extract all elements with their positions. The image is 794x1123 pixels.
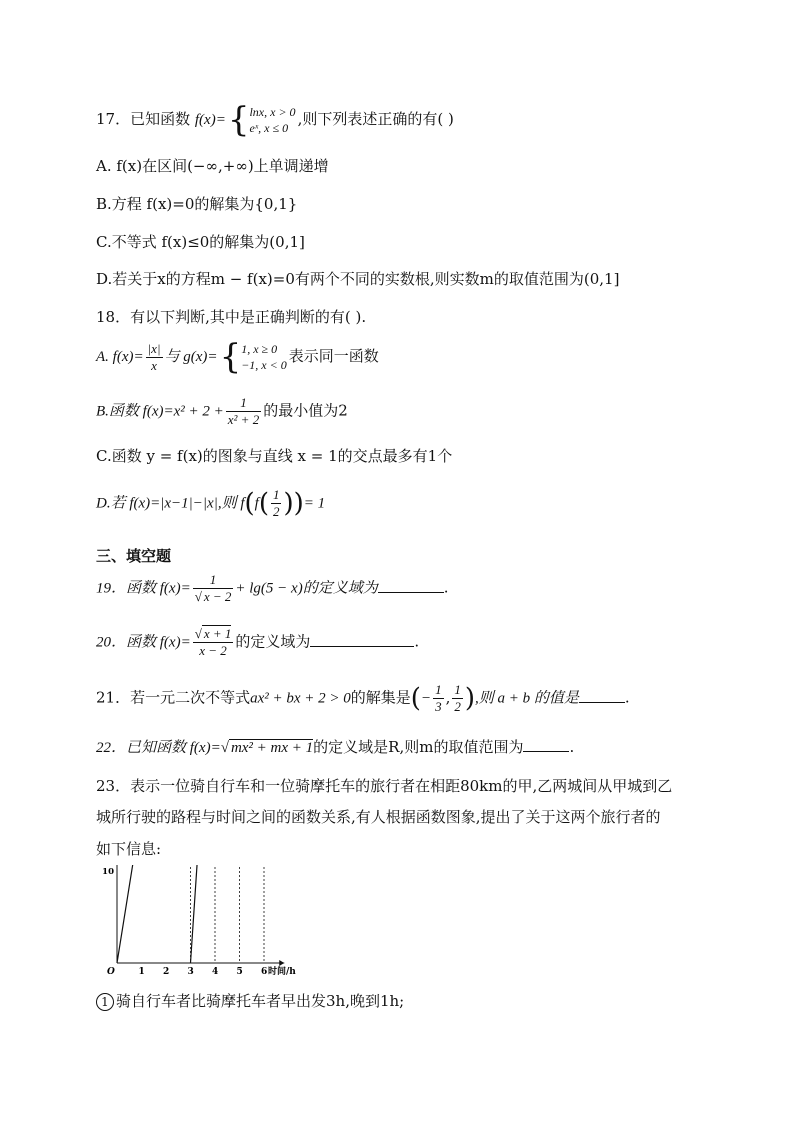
q18-b-den: x² + 2 [227, 412, 260, 427]
q19 [96, 572, 448, 605]
q17-case1: lnx, x > 0 [249, 105, 296, 119]
q18-option-c: C.函数 y = f(x)的图象与直线 x = 1的交点最多有1个 [96, 447, 453, 465]
q17-number: 17． [96, 110, 131, 128]
q21-n2: 1 [454, 682, 461, 697]
q17-suffix: ,则下列表述正确的有( ) [297, 110, 454, 128]
q17-piecewise: { lnx, x > 0 eˣ, x ≤ 0 [227, 100, 296, 140]
q23-line2: 城所行驶的路程与时间之间的函数关系,有人根据函数图象,提出了关于这两个旅行者的 [96, 808, 661, 826]
q19-answer-blank[interactable] [378, 578, 444, 593]
q21-suffix: ,则 a + b 的值是 [475, 690, 579, 707]
q18-a-piecewise: { 1, x ≥ 0 −1, x < 0 [219, 337, 287, 377]
q21: 21．若一元二次不等式ax² + bx + 2 > 0的解集是(− $\frac{1}{3}$ , $\frac{1}{2}$ ),则 a + b 的值是 . [96, 682, 630, 714]
q22-suffix: 的定义域是R,则m的取值范围为 [313, 738, 524, 756]
q18-b-prefix: B.函数 f(x)=x² + 2 + [96, 403, 224, 420]
q19-num: 1 [193, 572, 234, 589]
q20-fraction [193, 626, 234, 659]
q18-a-case1: 1, x ≥ 0 [241, 342, 278, 356]
q18-stem: 18．有以下判断,其中是正确判断的有( ). [96, 308, 367, 326]
q18-a-fraction [146, 341, 163, 374]
q23-line1: 23．表示一位骑自行车和一位骑摩托车的旅行者在相距80km的甲,乙两城间从甲城到乙 [96, 777, 673, 795]
x-tick-label: 5 [236, 967, 243, 977]
q20-end: . [414, 632, 420, 651]
q21-d1: 3 [435, 699, 442, 714]
q17-option-b: B.方程 f(x)=0的解集为{0,1} [96, 195, 298, 213]
q21-end: . [624, 688, 630, 707]
x-tick-label: 4 [212, 967, 219, 977]
q20-prefix: 20．函数 f(x)= [96, 634, 191, 651]
q18-b-fraction [226, 395, 261, 428]
section-heading-fill-blank: 三、填空题 [96, 547, 172, 565]
q23-item1-mark: 1 [96, 993, 114, 1011]
q18-option-a [96, 337, 379, 377]
q22-radicand: mx² + mx + 1 [230, 740, 314, 756]
q18-d-den: 2 [272, 504, 280, 519]
q22-end: . [569, 738, 575, 756]
q20 [96, 626, 419, 659]
q21-d2: 2 [454, 699, 461, 714]
q22: 22．已知函数 f(x)=√ mx² + mx + 1的定义域是R,则m的取值范围为 . [96, 738, 575, 756]
q21-mid: 的解集是 [350, 688, 411, 707]
q18-a-suffix: 表示同一函数 [288, 347, 379, 365]
q17-function: f(x)= [194, 112, 226, 128]
q22-prefix: 22．已知函数 f(x)= [96, 740, 221, 756]
q19-end: . [443, 578, 449, 597]
q17-prefix: 已知函数 [130, 110, 191, 128]
x-tick-label: 6 [261, 967, 268, 977]
q21-inequality: ax² + bx + 2 > 0 [250, 690, 351, 707]
q18-option-d: D.若 f(x)=|x−1|−|x|,则 f(f( $\frac{1}{2}$ ))= 1 [96, 487, 326, 519]
origin-label: O [107, 967, 115, 977]
q18-a-mid: 与 g(x)= [164, 349, 218, 365]
q21-prefix: 21．若一元二次不等式 [96, 688, 251, 707]
q20-suffix: 的定义域为 [235, 632, 311, 651]
q20-answer-blank[interactable] [310, 632, 414, 647]
q19-prefix: 19．函数 f(x)= [96, 580, 191, 597]
q17-option-a: A. f(x)在区间(−∞,+∞)上单调递增 [96, 157, 329, 175]
q18-d-fraction [271, 487, 282, 520]
q18-a-prefix: A. f(x)= [96, 349, 144, 365]
q18-d-prefix: D.若 f(x)=|x−1|−|x|,则 f [96, 495, 245, 512]
distance-time-chart [95, 865, 310, 980]
q19-suffix: + lg(5 − x)的定义域为 [235, 580, 378, 597]
q20-num: x + 1 [203, 626, 232, 641]
q18-d-num: 1 [272, 487, 280, 502]
q18-d-suffix: = 1 [303, 495, 326, 512]
x-tick-label: 3 [187, 967, 194, 977]
q21-frac1 [433, 682, 444, 715]
x-axis-arrow [279, 960, 284, 966]
q20-den: x − 2 [199, 643, 227, 658]
q18-a-num: |x| [147, 340, 161, 356]
q21-frac2 [452, 682, 463, 715]
q20-num-wrap: √ x + 1 [194, 626, 232, 641]
x-tick-label: 2 [163, 967, 170, 977]
q17-case2: eˣ, x ≤ 0 [249, 121, 289, 135]
q17-option-d: D.若关于x的方程m − f(x)=0有两个不同的实数根,则实数m的取值范围为(0,1] [96, 270, 620, 288]
x-tick-label: 1 [138, 967, 145, 977]
q18-b-num: 1 [226, 395, 261, 412]
q19-fraction [193, 572, 234, 605]
q23-line3: 如下信息: [96, 840, 162, 858]
q17-stem [96, 100, 454, 140]
q18-a-den: x [151, 357, 157, 373]
x-axis-label: 时间/h [268, 967, 296, 977]
q17-option-c: C.不等式 f(x)≤0的解集为(0,1] [96, 233, 305, 251]
q23-item1-text: 骑自行车者比骑摩托车者早出发3h,晚到1h; [116, 992, 405, 1010]
q18-option-b [96, 395, 348, 428]
q22-answer-blank[interactable] [523, 737, 569, 752]
q21-answer-blank[interactable] [579, 688, 625, 703]
q19-den-wrap: √ x − 2 [194, 589, 232, 604]
q18-a-case2: −1, x < 0 [241, 358, 287, 372]
y-tick-label: 10 [102, 867, 114, 877]
q21-n1: 1 [435, 682, 442, 697]
q19-den: x − 2 [203, 589, 232, 604]
q18-b-suffix: 的最小值为2 [263, 401, 348, 420]
q23-item1 [96, 990, 404, 1012]
